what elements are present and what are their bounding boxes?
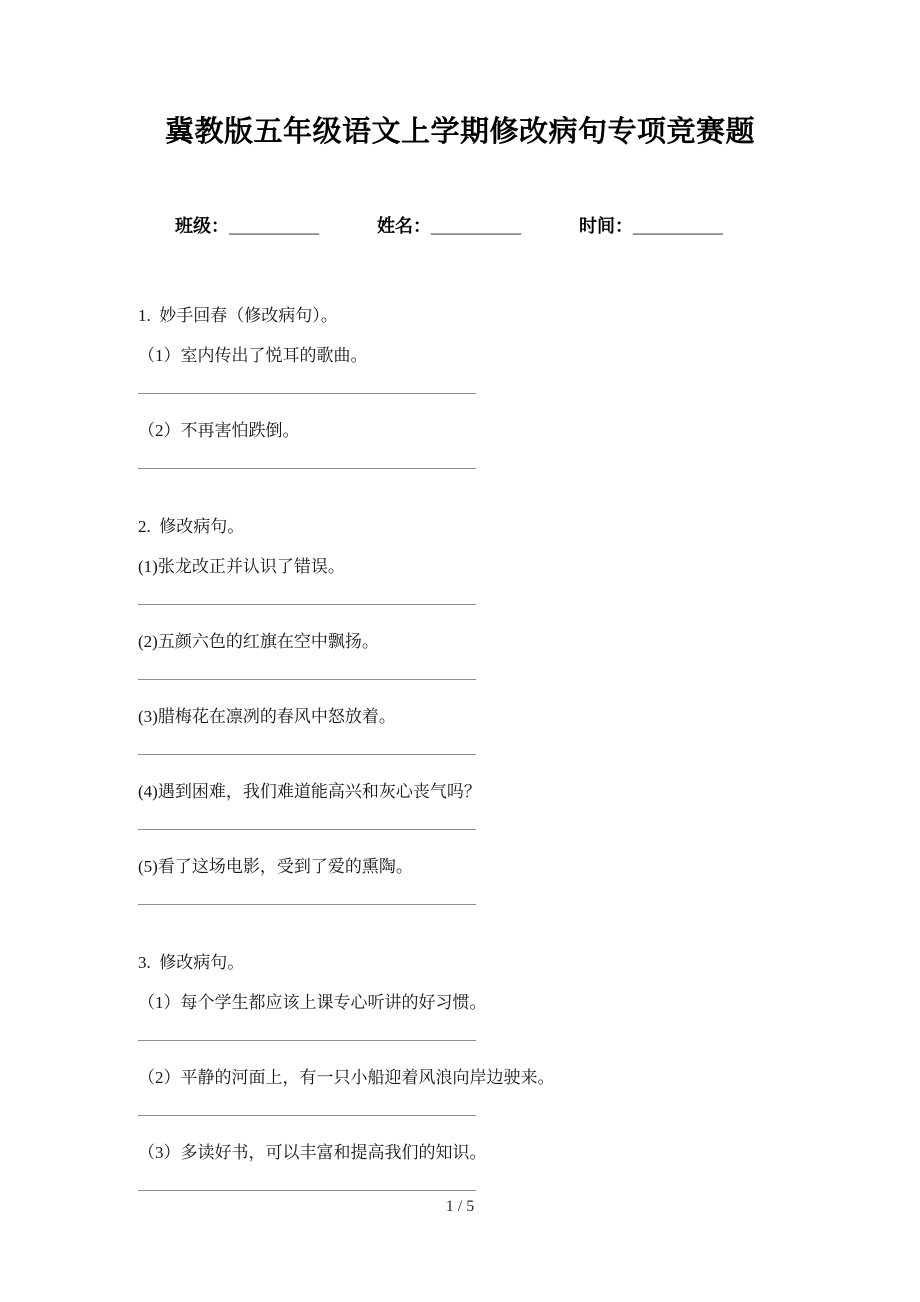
question-item: (4)遇到困难，我们难道能高兴和灰心丧气吗？ [138, 782, 481, 801]
question-item: (3)腊梅花在凛冽的春风中怒放着。 [138, 707, 396, 726]
question-item: （3）多读好书，可以丰富和提高我们的知识。 [138, 1143, 487, 1162]
answer-blank-line [138, 1115, 476, 1116]
section-2 [138, 515, 738, 905]
question-item: （1）每个学生都应该上课专心听讲的好习惯。 [138, 993, 487, 1012]
answer-blank-line [138, 393, 476, 394]
section-1 [138, 304, 738, 469]
answer-blank-line [138, 754, 476, 755]
question-item: (5)看了这场电影，受到了爱的熏陶。 [138, 857, 413, 876]
question-item: (2)五颜六色的红旗在空中飘扬。 [138, 632, 379, 651]
question-item: （2）平静的河面上，有一只小船迎着风浪向岸边驶来。 [138, 1068, 555, 1087]
answer-blank-line [138, 904, 476, 905]
name-label: 姓名： [377, 216, 431, 236]
answer-blank-line [138, 829, 476, 830]
page-title: 冀教版五年级语文上学期修改病句专项竞赛题 [164, 116, 755, 148]
time-label: 时间： [579, 216, 633, 236]
answer-blank-line [138, 604, 476, 605]
section-3 [138, 951, 738, 1191]
question-item: （2）不再害怕跌倒。 [138, 421, 300, 440]
question-item: （1）室内传出了悦耳的歌曲。 [138, 346, 368, 365]
section-heading: 2. 修改病句。 [138, 517, 245, 536]
question-sections [138, 304, 738, 1191]
time-field [579, 214, 723, 238]
section-heading: 3. 修改病句。 [138, 953, 245, 972]
answer-blank-line [138, 679, 476, 680]
class-field [175, 214, 319, 238]
time-blank-line: __________ [633, 216, 723, 236]
class-blank-line: __________ [229, 216, 319, 236]
name-field [377, 214, 521, 238]
answer-blank-line [138, 1190, 476, 1191]
class-label: 班级： [175, 216, 229, 236]
name-blank-line: __________ [431, 216, 521, 236]
answer-blank-line [138, 1040, 476, 1041]
header-fields [175, 214, 920, 238]
answer-blank-line [138, 468, 476, 469]
page-number: 1 / 5 [445, 1198, 475, 1215]
question-item: (1)张龙改正并认识了错误。 [138, 557, 345, 576]
section-heading: 1. 妙手回春（修改病句）。 [138, 306, 338, 325]
